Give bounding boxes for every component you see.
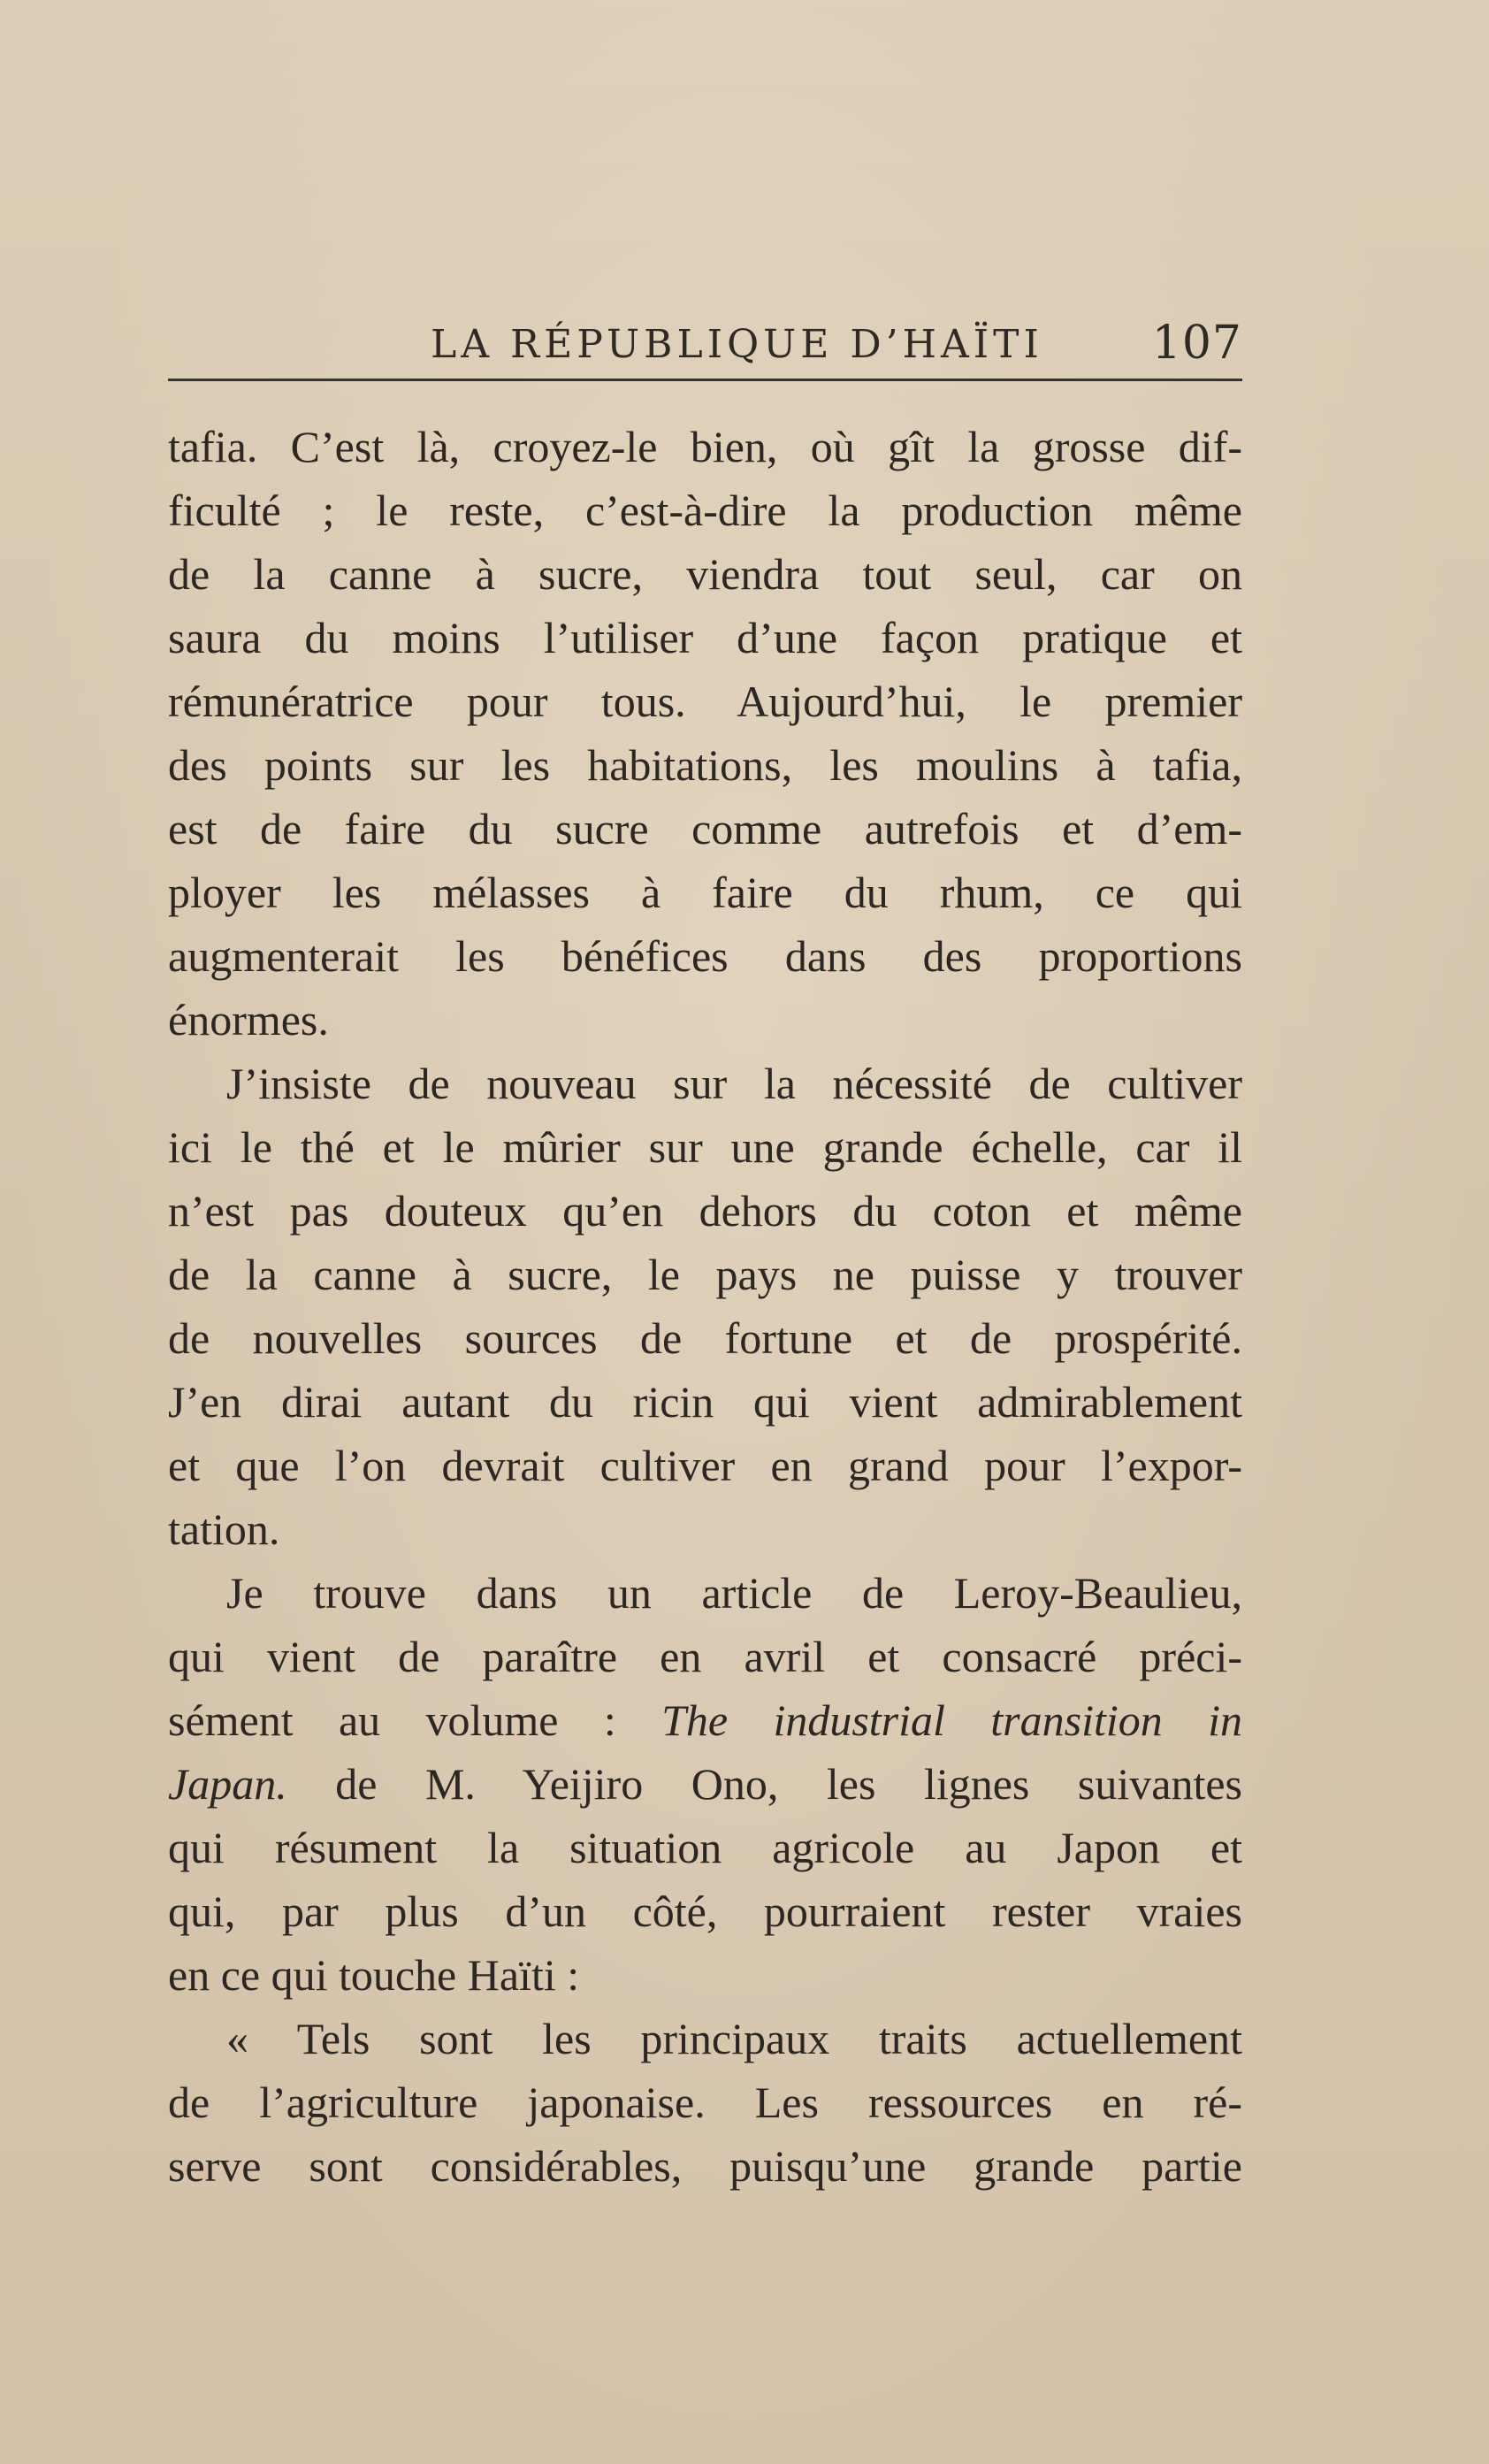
text-line: saura du moins l’utiliser d’une façon pratique et [168,613,1242,662]
text-line: J’en dirai autant du ricin qui vient admirablement [168,1377,1242,1427]
page-number: 107 [1151,317,1242,370]
text-line: tation. [168,1504,280,1554]
text-span: sément au volume : [168,1695,662,1745]
text-line: de l’agriculture japonaise. Les ressources en ré- [168,2078,1242,2127]
text-line: de la canne à sucre, viendra tout seul, car on [168,549,1242,599]
text-line [168,1753,1242,1815]
text-line: J’insiste de nouveau sur la nécessité de cultiver [226,1059,1242,1108]
text-span: de M. Yeijiro Ono, les lignes suivantes [286,1759,1242,1809]
text-line: rémunératrice pour tous. Aujourd’hui, le premier [168,677,1242,726]
text-line: n’est pas douteux qu’en dehors du coton et même [168,1186,1242,1236]
text-line: ficulté ; le reste, c’est-à-dire la production même [168,486,1242,535]
running-title: LA RÉPUBLIQUE D’HAÏTI [431,322,1043,367]
text-line: est de faire du sucre comme autrefois et d’em- [168,804,1242,853]
text-line: de nouvelles sources de fortune et de prospérité. [168,1313,1242,1363]
header-rule [168,379,1242,381]
text-line: des points sur les habitations, les moulins à tafia, [168,740,1242,790]
book-title-italic: The industrial transition in [661,1695,1243,1745]
text-line: et que l’on devrait cultiver en grand pour l’expor- [168,1441,1242,1490]
text-line: en ce qui touche Haïti : [168,1950,580,2000]
text-line: ployer les mélasses à faire du rhum, ce qui [168,868,1242,917]
text-line: qui résument la situation agricole au Japon et [168,1823,1242,1872]
book-title-italic: Japan. [168,1759,287,1809]
text-line: Je trouve dans un article de Leroy-Beaulieu, [226,1568,1242,1618]
text-line: serve sont considérables, puisqu’une grande partie [168,2141,1242,2191]
text-line: ici le thé et le mûrier sur une grande échelle, car il [168,1122,1242,1172]
text-line: « Tels sont les principaux traits actuellement [226,2014,1242,2063]
text-line [168,1689,1242,1751]
running-head [168,313,1242,375]
text-line: énormes. [168,995,329,1045]
text-line: qui, par plus d’un côté, pourraient rester vraies [168,1886,1242,1936]
text-line: tafia. C’est là, croyez-le bien, où gît la grosse dif- [168,422,1242,471]
text-line: de la canne à sucre, le pays ne puisse y trouver [168,1250,1242,1299]
text-line: qui vient de paraître en avril et consacré préci- [168,1632,1242,1681]
text-line: augmenterait les bénéfices dans des proportions [168,931,1242,981]
